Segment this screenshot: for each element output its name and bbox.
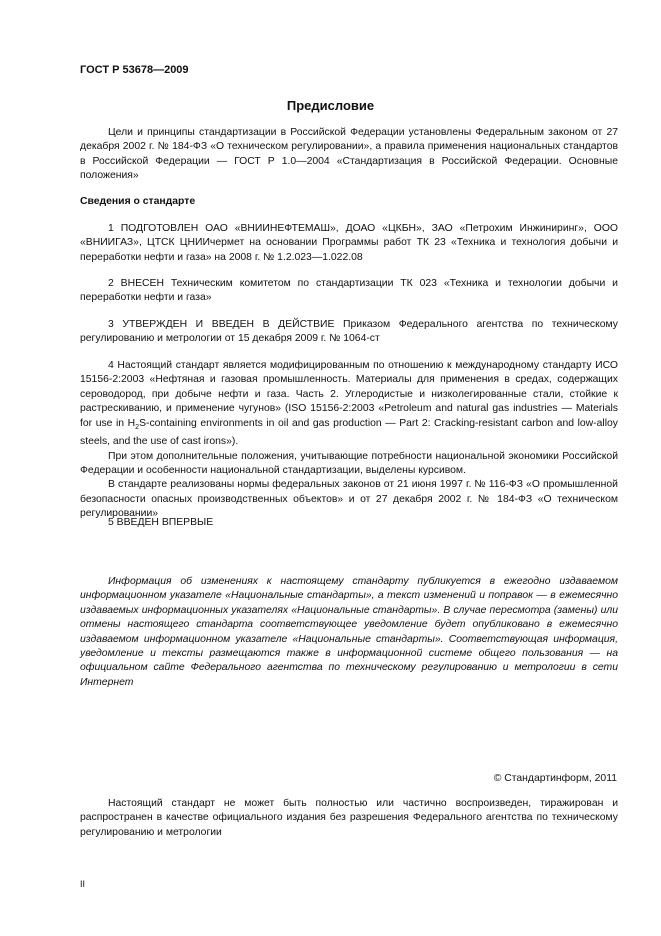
item-2-block [80,277,618,306]
item-1-block [80,222,618,265]
document-code: ГОСТ Р 53678—2009 [80,64,189,76]
item-4 [80,359,618,450]
item-4-additional: При этом дополнительные положения, учитывающие потребности национальной экономики Российской Федерации и особенности национальной стандартизации, выделены курсивом. [80,450,618,476]
page-number: II [80,879,86,889]
item-5-block [80,516,618,530]
item-1: 1 ПОДГОТОВЛЕН ОАО «ВНИИНЕФТЕМАШ», ДОАО «ЦКБН», ЗАО «Петрохим Инжиниринг», ООО «ВНИИГАЗ», ЦТСК ЦНИИчермет на основании Программы работ ТК 23 «Техника и технология добычи и переработки нефти и газа» на 2008 г. № 1.2.023—1.022.08 [80,223,618,263]
item-4-subscript: 2 [135,423,140,431]
item-2: 2 ВНЕСЕН Техническим комитетом по стандартизации ТК 023 «Техника и технологии добычи и переработки нефти и газа» [80,278,618,304]
rights-block [80,797,618,840]
item-3-block [80,318,618,347]
notice-block [80,575,618,690]
item-5: 5 ВВЕДЕН ВПЕРВЫЕ [108,517,214,528]
item-4-laws: В стандарте реализованы нормы федеральных законов от 21 июня 1997 г. № 116-ФЗ «О промышленной безопасности опасных производственных объектов» и от 27 декабря 2002 г. № 184-ФЗ «О техническом регулировании» [80,479,618,520]
intro-paragraph: Цели и принципы стандартизации в Российской Федерации установлены Федеральным законом от 27 декабря 2002 г. № 184-ФЗ «О техническом регулировании», а правила применения национальных стандартов в Российской Федерации — ГОСТ Р 1.0—2004 «Стандартизация в Российской Федерации. Основные положения» [80,127,618,182]
intro-block [80,126,618,184]
item-4-text-b: S-containing environments in oil and gas production — Part 2: Cracking-resistant carbon and low-alloy steels, and the use of cast irons»). [80,417,618,448]
item-4-text-a: 4 Настоящий стандарт является модифицированным по отношению к международному стандарту ИСО 15156-2:2003 «Нефтяная и газовая промышленность. Материалы для применения в средах, содержащих сероводород, при добыче нефти и газа. Часть 2. Углеродистые и низколегированные стали, стойкие к растрескиванию, и применение чугунов» (ISO 15156-2:2003 «Petroleum and natural gas industries — Materials for use in H [80,360,618,429]
item-4-block [80,359,618,522]
item-3: 3 УТВЕРЖДЕН И ВВЕДЕН В ДЕЙСТВИЕ Приказом Федерального агентства по техническому регулированию и метрологии от 15 декабря 2009 г. № 1064-ст [80,319,618,345]
page-title: Предисловие [286,98,375,113]
rights-paragraph: Настоящий стандарт не может быть полностью или частично воспроизведен, тиражирован и распространен в качестве официального издания без разрешения Федерального агентства по техническому регулированию и метрологии [80,798,618,838]
section-heading-block [80,195,618,209]
notice-paragraph: Информация об изменениях к настоящему стандарту публикуется в ежегодно издаваемом информационном указателе «Национальные стандарты», а текст изменений и поправок — в ежемесячно издаваемых информационных указателях «Национальные стандарты». В случае пересмотра (замены) или отмены настоящего стандарта соответствующее уведомление будет опубликовано в ежемесячно издаваемом информационном указателе «Национальные стандарты». Соответствующая информация, уведомление и тексты размещаются также в информационной системе общего пользования — на официальном сайте Федерального агентства по техническому регулированию и метрологии в сети Интернет [80,576,618,688]
copyright: © Стандартинформ, 2011 [493,773,617,784]
section-heading: Сведения о стандарте [80,196,196,207]
